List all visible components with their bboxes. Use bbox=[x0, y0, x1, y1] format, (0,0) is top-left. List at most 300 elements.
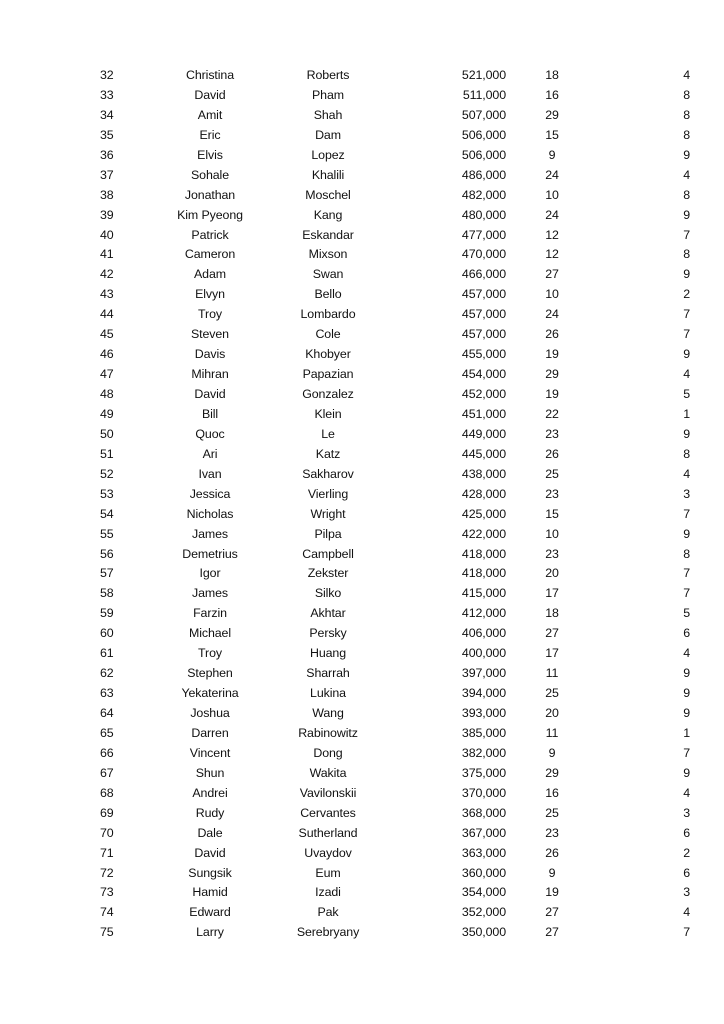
value-b-cell: 4 bbox=[683, 905, 690, 920]
table-row bbox=[92, 724, 690, 744]
amount-cell: 506,000 bbox=[461, 147, 506, 162]
first-name-cell: James bbox=[192, 586, 228, 601]
value-a-cell: 25 bbox=[545, 466, 559, 481]
value-b-cell: 7 bbox=[683, 227, 690, 242]
value-a-cell: 20 bbox=[545, 566, 559, 581]
last-name-cell: Serebryany bbox=[296, 925, 360, 940]
value-b-cell: 4 bbox=[683, 466, 690, 481]
first-name-cell: Andrei bbox=[192, 785, 228, 800]
first-name-cell: Amit bbox=[197, 107, 223, 122]
value-a-cell: 18 bbox=[545, 68, 559, 82]
rank-cell: 41 bbox=[100, 247, 114, 262]
value-b-cell: 4 bbox=[683, 167, 690, 182]
amount-cell: 482,000 bbox=[461, 187, 506, 202]
rank-cell: 51 bbox=[100, 446, 114, 461]
value-b-cell: 4 bbox=[683, 646, 690, 661]
value-b-cell: 4 bbox=[683, 785, 690, 800]
table-row bbox=[92, 166, 690, 186]
rank-cell: 69 bbox=[100, 805, 114, 820]
first-name-cell: Patrick bbox=[191, 227, 229, 242]
last-name-cell: Wakita bbox=[309, 765, 347, 780]
amount-cell: 457,000 bbox=[461, 327, 506, 342]
first-name-cell: Kim Pyeong bbox=[177, 207, 243, 222]
table-row bbox=[92, 764, 690, 784]
amount-cell: 466,000 bbox=[461, 267, 506, 282]
amount-cell: 477,000 bbox=[461, 227, 506, 242]
first-name-cell: Bill bbox=[201, 406, 219, 421]
value-a-cell: 25 bbox=[545, 805, 559, 820]
value-a-cell: 24 bbox=[545, 167, 559, 182]
value-a-cell: 23 bbox=[545, 486, 559, 501]
amount-cell: 397,000 bbox=[461, 666, 506, 681]
rank-cell: 71 bbox=[100, 845, 114, 860]
first-name-cell: Dale bbox=[197, 825, 223, 840]
last-name-cell: Sharrah bbox=[306, 666, 350, 681]
table-row bbox=[92, 664, 690, 684]
rank-cell: 53 bbox=[100, 486, 114, 501]
amount-cell: 428,000 bbox=[461, 486, 506, 501]
value-a-cell: 19 bbox=[545, 387, 559, 401]
first-name-cell: Nicholas bbox=[186, 506, 234, 521]
first-name-cell: Demetrius bbox=[182, 546, 238, 561]
value-a-cell: 22 bbox=[545, 406, 559, 421]
value-a-cell: 26 bbox=[545, 845, 559, 860]
last-name-cell: Eskandar bbox=[302, 227, 354, 242]
table-row bbox=[92, 206, 690, 226]
last-name-cell: Klein bbox=[314, 406, 342, 421]
value-b-cell: 7 bbox=[683, 307, 690, 322]
value-b-cell: 3 bbox=[683, 486, 690, 501]
last-name-cell: Lopez bbox=[311, 147, 345, 162]
last-name-cell: Mixson bbox=[308, 247, 348, 262]
last-name-cell: Akhtar bbox=[310, 606, 346, 621]
rank-cell: 47 bbox=[100, 367, 114, 382]
first-name-cell: Ari bbox=[202, 446, 218, 461]
value-b-cell: 4 bbox=[683, 367, 690, 382]
rank-cell: 62 bbox=[100, 666, 114, 681]
table-row bbox=[92, 325, 690, 345]
amount-cell: 393,000 bbox=[461, 706, 506, 720]
first-name-cell: Edward bbox=[189, 905, 231, 920]
table-row bbox=[92, 604, 690, 624]
value-b-cell: 9 bbox=[683, 686, 690, 701]
first-name-cell: Igor bbox=[199, 566, 221, 581]
table-row bbox=[92, 66, 690, 86]
last-name-cell: Wright bbox=[310, 506, 346, 521]
rank-cell: 64 bbox=[100, 706, 114, 720]
last-name-cell: Zekster bbox=[307, 566, 349, 581]
last-name-cell: Gonzalez bbox=[302, 387, 354, 401]
last-name-cell: Dong bbox=[313, 745, 343, 760]
value-b-cell: 9 bbox=[683, 706, 690, 720]
value-b-cell: 8 bbox=[683, 107, 690, 122]
last-name-cell: Pilpa bbox=[314, 526, 342, 541]
first-name-cell: Hamid bbox=[192, 885, 228, 900]
value-a-cell: 27 bbox=[545, 905, 559, 920]
value-b-cell: 7 bbox=[683, 506, 690, 521]
first-name-cell: Vincent bbox=[189, 745, 231, 760]
rank-cell: 75 bbox=[100, 925, 114, 940]
first-name-cell: Mihran bbox=[191, 367, 229, 382]
first-name-cell: Ivan bbox=[198, 466, 222, 481]
rank-cell: 43 bbox=[100, 287, 114, 302]
value-b-cell: 7 bbox=[683, 566, 690, 581]
rank-cell: 59 bbox=[100, 606, 114, 621]
table-row bbox=[92, 704, 690, 724]
table-row bbox=[92, 844, 690, 864]
rank-cell: 45 bbox=[100, 327, 114, 342]
amount-cell: 385,000 bbox=[461, 725, 506, 740]
last-name-cell: Izadi bbox=[315, 885, 341, 900]
amount-cell: 445,000 bbox=[461, 446, 506, 461]
table-row bbox=[92, 564, 690, 584]
value-b-cell: 8 bbox=[683, 247, 690, 262]
value-b-cell: 8 bbox=[683, 87, 690, 102]
amount-cell: 506,000 bbox=[461, 127, 506, 142]
table-row bbox=[92, 405, 690, 425]
first-name-cell: Steven bbox=[191, 327, 229, 342]
first-name-cell: Cameron bbox=[184, 247, 236, 262]
amount-cell: 449,000 bbox=[461, 426, 506, 441]
rank-cell: 44 bbox=[100, 307, 114, 322]
rank-cell: 37 bbox=[100, 167, 114, 182]
last-name-cell: Lukina bbox=[310, 686, 346, 701]
value-a-cell: 15 bbox=[545, 506, 559, 521]
last-name-cell: Kang bbox=[313, 207, 343, 222]
amount-cell: 354,000 bbox=[461, 885, 506, 900]
value-a-cell: 12 bbox=[545, 247, 559, 262]
amount-cell: 363,000 bbox=[461, 845, 506, 860]
amount-cell: 394,000 bbox=[461, 686, 506, 701]
rank-cell: 54 bbox=[100, 506, 114, 521]
rank-cell: 32 bbox=[100, 68, 114, 82]
table-row bbox=[92, 345, 690, 365]
table-row bbox=[92, 106, 690, 126]
data-table bbox=[92, 66, 690, 943]
first-name-cell: Joshua bbox=[190, 706, 230, 720]
amount-cell: 507,000 bbox=[461, 107, 506, 122]
first-name-cell: Troy bbox=[198, 307, 222, 322]
first-name-cell: Christina bbox=[186, 68, 234, 82]
amount-cell: 406,000 bbox=[461, 626, 506, 641]
amount-cell: 412,000 bbox=[461, 606, 506, 621]
table-body bbox=[92, 66, 690, 943]
value-b-cell: 2 bbox=[683, 287, 690, 302]
value-a-cell: 20 bbox=[545, 706, 559, 720]
value-a-cell: 26 bbox=[545, 327, 559, 342]
rank-cell: 67 bbox=[100, 765, 114, 780]
last-name-cell: Campbell bbox=[302, 546, 354, 561]
amount-cell: 457,000 bbox=[461, 307, 506, 322]
value-b-cell: 6 bbox=[683, 825, 690, 840]
value-a-cell: 29 bbox=[545, 765, 559, 780]
rank-cell: 70 bbox=[100, 825, 114, 840]
rank-cell: 39 bbox=[100, 207, 114, 222]
value-b-cell: 2 bbox=[683, 845, 690, 860]
value-b-cell: 8 bbox=[683, 187, 690, 202]
table-row bbox=[92, 86, 690, 106]
first-name-cell: James bbox=[192, 526, 228, 541]
amount-cell: 521,000 bbox=[461, 68, 506, 82]
rank-cell: 36 bbox=[100, 147, 114, 162]
rank-cell: 55 bbox=[100, 526, 114, 541]
amount-cell: 350,000 bbox=[461, 925, 506, 940]
table-row bbox=[92, 186, 690, 206]
rank-cell: 56 bbox=[100, 546, 114, 561]
value-a-cell: 26 bbox=[545, 446, 559, 461]
table-row bbox=[92, 265, 690, 285]
last-name-cell: Vavilonskii bbox=[299, 785, 357, 800]
value-b-cell: 9 bbox=[683, 765, 690, 780]
table-row bbox=[92, 445, 690, 465]
value-a-cell: 27 bbox=[545, 925, 559, 940]
value-a-cell: 29 bbox=[545, 367, 559, 382]
first-name-cell: Sungsik bbox=[188, 865, 232, 880]
value-b-cell: 9 bbox=[683, 426, 690, 441]
value-a-cell: 19 bbox=[545, 347, 559, 362]
amount-cell: 480,000 bbox=[461, 207, 506, 222]
value-a-cell: 18 bbox=[545, 606, 559, 621]
table-row bbox=[92, 684, 690, 704]
first-name-cell: Quoc bbox=[195, 426, 225, 441]
last-name-cell: Vierling bbox=[307, 486, 349, 501]
value-a-cell: 15 bbox=[545, 127, 559, 142]
value-a-cell: 29 bbox=[545, 107, 559, 122]
value-a-cell: 17 bbox=[545, 586, 559, 601]
table-row bbox=[92, 624, 690, 644]
value-a-cell: 10 bbox=[545, 187, 559, 202]
value-b-cell: 9 bbox=[683, 526, 690, 541]
table-row bbox=[92, 226, 690, 246]
rank-cell: 66 bbox=[100, 745, 114, 760]
amount-cell: 425,000 bbox=[461, 506, 506, 521]
table-row bbox=[92, 385, 690, 405]
rank-cell: 33 bbox=[100, 87, 114, 102]
amount-cell: 352,000 bbox=[461, 905, 506, 920]
value-b-cell: 8 bbox=[683, 127, 690, 142]
rank-cell: 61 bbox=[100, 646, 114, 661]
table-row bbox=[92, 505, 690, 525]
value-b-cell: 9 bbox=[683, 267, 690, 282]
value-b-cell: 8 bbox=[683, 546, 690, 561]
table-row bbox=[92, 525, 690, 545]
last-name-cell: Le bbox=[321, 426, 335, 441]
first-name-cell: Jessica bbox=[189, 486, 231, 501]
value-b-cell: 5 bbox=[683, 387, 690, 401]
rank-cell: 52 bbox=[100, 466, 114, 481]
last-name-cell: Khobyer bbox=[305, 347, 351, 362]
value-a-cell: 27 bbox=[545, 626, 559, 641]
rank-cell: 42 bbox=[100, 267, 114, 282]
value-b-cell: 6 bbox=[683, 626, 690, 641]
rank-cell: 57 bbox=[100, 566, 114, 581]
last-name-cell: Khalili bbox=[311, 167, 345, 182]
first-name-cell: Davis bbox=[194, 347, 226, 362]
value-a-cell: 27 bbox=[545, 267, 559, 282]
value-b-cell: 9 bbox=[683, 347, 690, 362]
amount-cell: 382,000 bbox=[461, 745, 506, 760]
value-a-cell: 16 bbox=[545, 87, 559, 102]
table-row bbox=[92, 365, 690, 385]
last-name-cell: Sakharov bbox=[302, 466, 354, 481]
amount-cell: 415,000 bbox=[461, 586, 506, 601]
table-row bbox=[92, 903, 690, 923]
last-name-cell: Sutherland bbox=[298, 825, 358, 840]
value-b-cell: 7 bbox=[683, 586, 690, 601]
first-name-cell: Sohale bbox=[191, 167, 229, 182]
amount-cell: 457,000 bbox=[461, 287, 506, 302]
last-name-cell: Cervantes bbox=[300, 805, 356, 820]
amount-cell: 418,000 bbox=[461, 546, 506, 561]
amount-cell: 375,000 bbox=[461, 765, 506, 780]
table-row bbox=[92, 146, 690, 166]
rank-cell: 63 bbox=[100, 686, 114, 701]
last-name-cell: Cole bbox=[315, 327, 341, 342]
value-b-cell: 7 bbox=[683, 925, 690, 940]
value-a-cell: 24 bbox=[545, 207, 559, 222]
first-name-cell: Jonathan bbox=[184, 187, 236, 202]
last-name-cell: Katz bbox=[315, 446, 341, 461]
amount-cell: 486,000 bbox=[461, 167, 506, 182]
rank-cell: 38 bbox=[100, 187, 114, 202]
last-name-cell: Uvaydov bbox=[304, 845, 352, 860]
value-a-cell: 9 bbox=[548, 865, 556, 880]
last-name-cell: Dam bbox=[315, 127, 341, 142]
amount-cell: 400,000 bbox=[461, 646, 506, 661]
amount-cell: 438,000 bbox=[461, 466, 506, 481]
value-b-cell: 9 bbox=[683, 147, 690, 162]
value-b-cell: 7 bbox=[683, 745, 690, 760]
amount-cell: 452,000 bbox=[461, 387, 506, 401]
table-row bbox=[92, 285, 690, 305]
rank-cell: 35 bbox=[100, 127, 114, 142]
rank-cell: 68 bbox=[100, 785, 114, 800]
value-a-cell: 12 bbox=[545, 227, 559, 242]
rank-cell: 58 bbox=[100, 586, 114, 601]
last-name-cell: Swan bbox=[312, 267, 344, 282]
table-row bbox=[92, 126, 690, 146]
amount-cell: 511,000 bbox=[462, 87, 506, 102]
value-a-cell: 9 bbox=[548, 745, 556, 760]
last-name-cell: Bello bbox=[314, 287, 342, 302]
table-row bbox=[92, 584, 690, 604]
first-name-cell: Adam bbox=[194, 267, 226, 282]
value-b-cell: 6 bbox=[683, 865, 690, 880]
last-name-cell: Huang bbox=[309, 646, 346, 661]
value-b-cell: 5 bbox=[683, 606, 690, 621]
table-row bbox=[92, 305, 690, 325]
rank-cell: 40 bbox=[100, 227, 114, 242]
amount-cell: 454,000 bbox=[461, 367, 506, 382]
rank-cell: 46 bbox=[100, 347, 114, 362]
first-name-cell: Eric bbox=[199, 127, 221, 142]
value-b-cell: 7 bbox=[683, 327, 690, 342]
rank-cell: 34 bbox=[100, 107, 114, 122]
table-row bbox=[92, 644, 690, 664]
table-row bbox=[92, 883, 690, 903]
last-name-cell: Moschel bbox=[305, 187, 351, 202]
amount-cell: 422,000 bbox=[461, 526, 506, 541]
last-name-cell: Pham bbox=[312, 87, 344, 102]
first-name-cell: Yekaterina bbox=[181, 686, 239, 701]
last-name-cell: Eum bbox=[315, 865, 341, 880]
value-b-cell: 9 bbox=[683, 666, 690, 681]
first-name-cell: David bbox=[194, 387, 226, 401]
amount-cell: 368,000 bbox=[461, 805, 506, 820]
table-row bbox=[92, 784, 690, 804]
rank-cell: 60 bbox=[100, 626, 114, 641]
rank-cell: 50 bbox=[100, 426, 114, 441]
value-a-cell: 19 bbox=[545, 885, 559, 900]
rank-cell: 49 bbox=[100, 406, 114, 421]
value-a-cell: 9 bbox=[548, 147, 556, 162]
table-row bbox=[92, 485, 690, 505]
value-b-cell: 1 bbox=[683, 406, 690, 421]
last-name-cell: Rabinowitz bbox=[298, 725, 358, 740]
value-b-cell: 1 bbox=[683, 725, 690, 740]
last-name-cell: Silko bbox=[314, 586, 342, 601]
last-name-cell: Wang bbox=[312, 706, 344, 720]
amount-cell: 455,000 bbox=[461, 347, 506, 362]
table-row bbox=[92, 545, 690, 565]
value-a-cell: 16 bbox=[545, 785, 559, 800]
value-a-cell: 11 bbox=[545, 666, 559, 681]
value-a-cell: 25 bbox=[545, 686, 559, 701]
value-a-cell: 23 bbox=[545, 546, 559, 561]
value-a-cell: 10 bbox=[545, 526, 559, 541]
table-row bbox=[92, 744, 690, 764]
value-a-cell: 23 bbox=[545, 825, 559, 840]
amount-cell: 367,000 bbox=[461, 825, 506, 840]
value-a-cell: 23 bbox=[545, 426, 559, 441]
first-name-cell: David bbox=[194, 845, 226, 860]
table-row bbox=[92, 804, 690, 824]
amount-cell: 360,000 bbox=[461, 865, 506, 880]
first-name-cell: Rudy bbox=[195, 805, 225, 820]
last-name-cell: Roberts bbox=[306, 68, 350, 82]
value-b-cell: 9 bbox=[683, 207, 690, 222]
last-name-cell: Pak bbox=[317, 905, 339, 920]
value-a-cell: 17 bbox=[545, 646, 559, 661]
first-name-cell: Elvyn bbox=[195, 287, 225, 302]
value-a-cell: 11 bbox=[545, 725, 559, 740]
amount-cell: 470,000 bbox=[461, 247, 506, 262]
last-name-cell: Lombardo bbox=[300, 307, 356, 322]
first-name-cell: Stephen bbox=[187, 666, 233, 681]
rank-cell: 65 bbox=[100, 725, 114, 740]
rank-cell: 74 bbox=[100, 905, 114, 920]
table-row bbox=[92, 864, 690, 884]
table-row bbox=[92, 425, 690, 445]
table-row bbox=[92, 465, 690, 485]
value-a-cell: 24 bbox=[545, 307, 559, 322]
first-name-cell: Elvis bbox=[197, 147, 223, 162]
first-name-cell: Darren bbox=[191, 725, 229, 740]
table-row bbox=[92, 824, 690, 844]
value-a-cell: 10 bbox=[545, 287, 559, 302]
value-b-cell: 4 bbox=[683, 68, 690, 82]
value-b-cell: 3 bbox=[683, 805, 690, 820]
rank-cell: 48 bbox=[100, 387, 114, 401]
amount-cell: 451,000 bbox=[461, 406, 506, 421]
rank-cell: 72 bbox=[100, 865, 114, 880]
first-name-cell: Farzin bbox=[193, 606, 227, 621]
table-row bbox=[92, 245, 690, 265]
value-b-cell: 3 bbox=[683, 885, 690, 900]
first-name-cell: Michael bbox=[189, 626, 231, 641]
table-row bbox=[92, 923, 690, 943]
first-name-cell: Shun bbox=[195, 765, 225, 780]
